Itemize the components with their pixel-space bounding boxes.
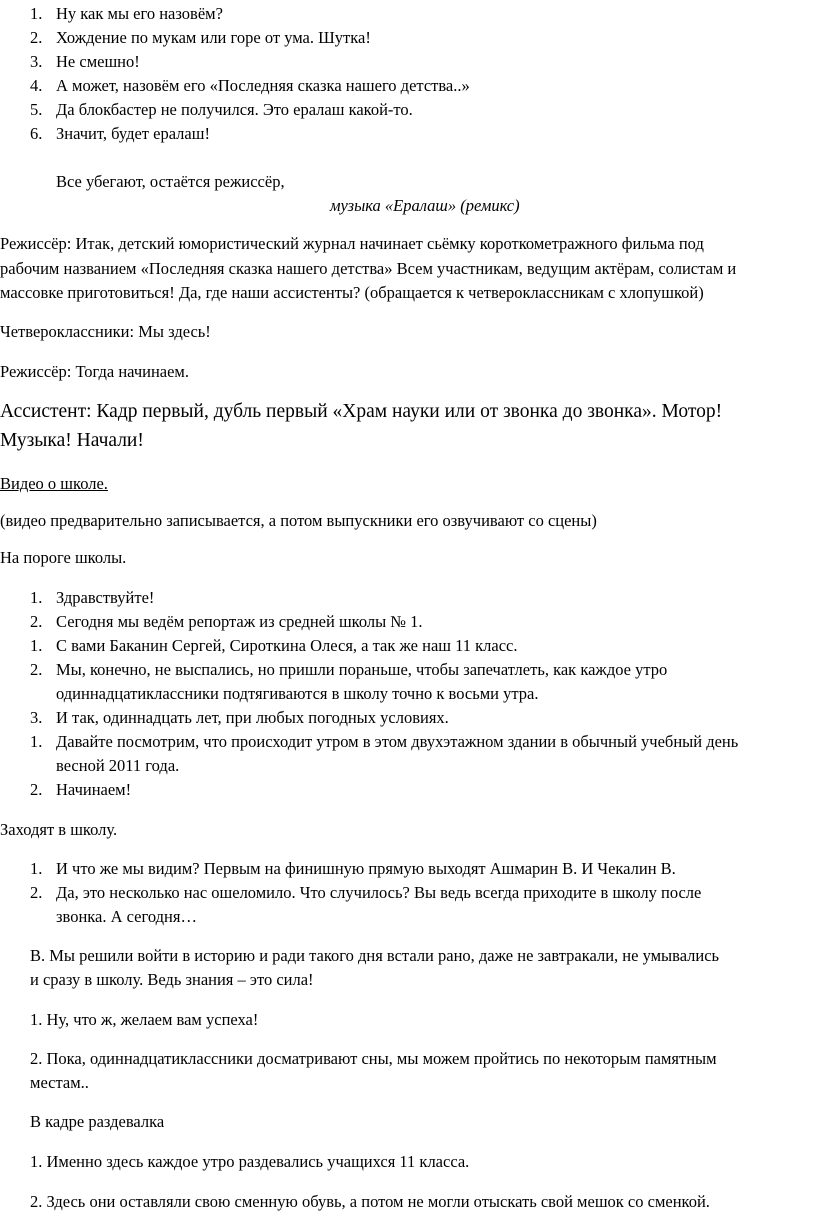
paragraph-line: массовке приготовиться! Да, где наши ассистенты? (обращается к четвероклассникам с хлопушкой) bbox=[0, 283, 704, 302]
paragraph-line: местам.. bbox=[30, 1073, 89, 1092]
paragraph-line: 1. Ну, что ж, желаем вам успеха! bbox=[30, 1010, 259, 1029]
paragraph-line: В. Мы решили войти в историю и ради такого дня встали рано, даже не завтракали, не умывались bbox=[30, 946, 720, 965]
stage-direction: Все убегают, остаётся режиссёр, bbox=[56, 172, 285, 191]
paragraph-line: На пороге школы. bbox=[0, 548, 127, 567]
music-note: музыка «Ералаш» (ремикс) bbox=[330, 196, 520, 215]
paragraph-line: Режиссёр: Итак, детский юмористический журнал начинает сьёмку короткометражного фильма под bbox=[0, 234, 704, 253]
paragraph-line: Режиссёр: Тогда начинаем. bbox=[0, 362, 189, 381]
assistant-line: Музыка! Начали! bbox=[0, 430, 144, 451]
assistant-line: Ассистент: Кадр первый, дубль первый «Храм науки или от звонка до звонка». Мотор! bbox=[0, 401, 723, 422]
paragraph-line: Четвероклассники: Мы здесь! bbox=[0, 322, 211, 341]
paragraph-line: 2. Пока, одиннадцатиклассники досматривают сны, мы можем пройтись по некоторым памятным bbox=[30, 1049, 717, 1068]
paragraph-line: 2. Здесь они оставляли свою сменную обувь, а потом не могли отыскать свой мешок со сменкой. bbox=[30, 1192, 710, 1211]
paragraph-line: 1. Именно здесь каждое утро раздевались учащихся 11 класса. bbox=[30, 1152, 470, 1171]
paragraph-line: и сразу в школу. Ведь знания – это сила! bbox=[30, 970, 314, 989]
paragraph-line: В кадре раздевалка bbox=[30, 1112, 165, 1131]
paragraph-line: рабочим названием «Последняя сказка нашего детства» Всем участникам, ведущим актёрам, солистам и bbox=[0, 259, 737, 278]
paragraph-line: (видео предварительно записывается, а потом выпускники его озвучивают со сцены) bbox=[0, 511, 597, 530]
paragraph-line: Заходят в школу. bbox=[0, 820, 118, 839]
section-heading: Видео о школе. bbox=[0, 474, 108, 493]
